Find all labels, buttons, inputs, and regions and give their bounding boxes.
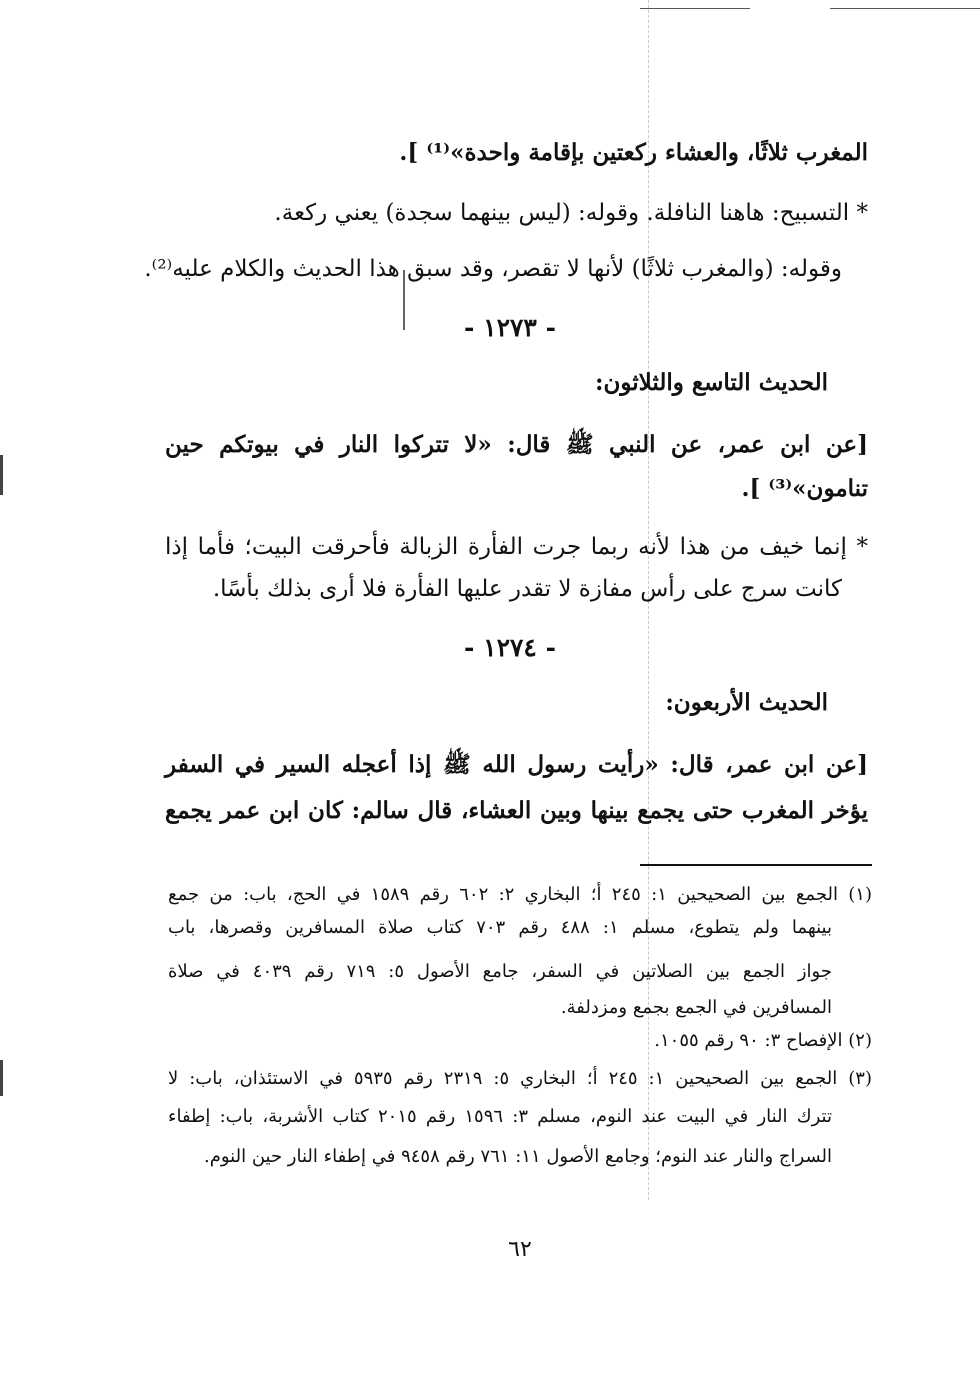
footnote-line: المسافرين في الجمع بجمع ومزدلفة. (560, 997, 832, 1018)
footnote-line: السراج والنار عند النوم؛ وجامع الأصول ١١: ٧٦١ رقم ٩٤٥٨ في إطفاء النار حين النوم. (204, 1146, 832, 1167)
hadith-number: - ١٢٧٤ - (464, 633, 556, 662)
commentary-line: وقوله: (والمغرب ثلاثًا) لأنها لا تقصر، وقد سبق هذا الحديث والكلام عليه⁽²⁾. (144, 256, 842, 282)
footnote-line: بينهما ولم يتطوع، مسلم ١: ٤٨٨ رقم ٧٠٣ كتاب صلاة المسافرين وقصرها، باب (168, 917, 832, 938)
hadith-heading: الحديث التاسع والثلاثون: (594, 369, 828, 396)
hadith-text-line: [عن ابن عمر، قال: «رأيت رسول الله ﷺ إذا أعجله السير في السفر (165, 751, 868, 778)
footnote-line: (٢) الإفصاح ٣: ٩٠ رقم ١٠٥٥. (654, 1030, 872, 1051)
footnote-line: (١) الجمع بين الصحيحين ١: ٢٤٥ أ؛ البخاري ٢: ٦٠٢ رقم ١٥٨٩ في الحج، باب: من جمع (168, 884, 872, 905)
scan-edge-mark (0, 1060, 3, 1096)
hadith-number: - ١٢٧٣ - (464, 313, 556, 342)
footnote-separator (640, 864, 872, 866)
hadith-text-line: يؤخر المغرب حتى يجمع بينها وبين العشاء، قال سالم: كان ابن عمر يجمع (165, 797, 868, 824)
commentary-line: * التسبيح: هاهنا النافلة. وقوله: (ليس بينهما سجدة) يعني ركعة. (274, 200, 868, 226)
commentary-line: * إنما خيف من هذا لأنه ربما جرت الفأرة الزبالة فأحرقت البيت؛ فأما إذا (165, 534, 868, 560)
hadith-text-line: [عن ابن عمر، عن النبي ﷺ قال: «لا تتركوا النار في بيوتكم حين (165, 431, 868, 458)
scan-artifact-line (830, 8, 980, 9)
body-line: المغرب ثلاثًا، والعشاء ركعتين بإقامة واحدة»⁽¹⁾ ]. (399, 139, 868, 166)
hadith-heading: الحديث الأربعون: (665, 689, 828, 716)
scan-edge-mark (0, 455, 3, 495)
scan-artifact-line (640, 8, 750, 9)
page-number: ٦٢ (508, 1237, 532, 1262)
footnote-line: (٣) الجمع بين الصحيحين ١: ٢٤٥ أ؛ البخاري ٥: ٢٣١٩ رقم ٥٩٣٥ في الاستئذان، باب: لا (168, 1068, 872, 1089)
hadith-text-line: تنامون»⁽³⁾ ]. (741, 475, 868, 502)
footnote-line: جواز الجمع بين الصلاتين في السفر، جامع الأصول ٥: ٧١٩ رقم ٤٠٣٩ في صلاة (168, 961, 832, 982)
footnote-line: تترك النار في البيت عند النوم، مسلم ٣: ١٥٩٦ رقم ٢٠١٥ كتاب الأشربة، باب: إطفاء (168, 1106, 832, 1127)
commentary-line: كانت سرج على رأس مفازة لا تقدر عليها الفأرة فلا أرى بذلك بأسًا. (212, 576, 842, 602)
